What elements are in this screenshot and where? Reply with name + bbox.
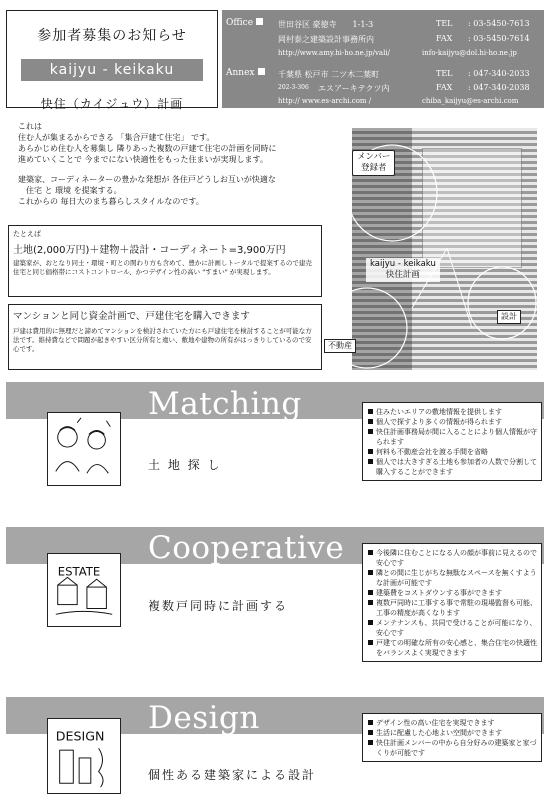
intro-line: 住宅 と 環境 を提案する。 <box>26 186 122 195</box>
matching-list <box>362 402 542 481</box>
list-item: 個人では大きすぎる土地も参加者の人数で分割して購入することができます <box>368 457 537 477</box>
photo-logo-sub: 快住計画 <box>385 270 420 280</box>
list-item: 複数戸同時に工事する事で常駐の現場監督も可能、工事の精度が高くなります <box>368 598 537 618</box>
example-formula: 土地(2,000万円)＋建物＋設計・コーディネート=3,900万円 <box>13 245 286 256</box>
intro-text <box>18 121 338 207</box>
design-sketch-icon <box>47 718 121 794</box>
intro-line: あらかじめ住む人を募集し 隣りあった複数の戸建て住宅の計画を同時に <box>18 144 277 153</box>
list-item: デザイン性の高い住宅を実現できます <box>368 718 537 728</box>
page-title: 参加者募集のお知らせ <box>37 28 187 44</box>
example-label: たとえば <box>13 230 41 238</box>
annex-label: Annex <box>226 68 268 78</box>
mansion-title: マンションと同じ資金計画で、戸建住宅を購入できます <box>13 311 250 322</box>
annex-tel: : 047-340-2033 <box>468 69 530 78</box>
annex-tel-label: TEL <box>436 69 453 78</box>
office-fax: : 03-5450-7614 <box>468 34 530 43</box>
list-item: 建築費をコストダウンする事ができます <box>368 588 537 598</box>
members-label-line: 登録者 <box>360 163 387 173</box>
intro-line: これは <box>18 122 42 131</box>
example-body: 建築家が、おとなり同士・環境・町との関わり方も含めて、豊かに計画しトータルで提案するので建売住宅と同じ価格帯にコストコントロール、かつデザイン性の高い "すまい" が実現します。 <box>13 259 312 276</box>
square-bullet-icon <box>258 68 265 75</box>
list-item: 今後隣に住むことになる人の顔が事前に見えるので安心です <box>368 548 537 568</box>
svg-text:DESIGN: DESIGN <box>55 728 105 744</box>
members-label <box>352 150 395 176</box>
section-subtitle-design: 個性ある建築家による設計 <box>148 768 317 782</box>
intro-line: 建築家、コーディネーターの豊かな発想が 各住戸どうしお互いが快適な <box>18 175 276 184</box>
contact-panel <box>222 10 544 108</box>
page-subtitle: 快住（カイジュウ）計画 <box>40 97 184 111</box>
office-label: Office <box>226 18 266 28</box>
mansion-body: 戸建は費用的に無理だと諦めてマンションを検討されていた方にも戸建住宅を検討することが可能な方法です。維持費などで問題が起きやすい区分所有と違い、敷地や建物の所有がはっきりしているので安心です。 <box>13 327 312 353</box>
svg-text:ESTATE: ESTATE <box>57 564 101 579</box>
list-item: メンテナンスも、共同で受けることが可能になり、安心です <box>368 618 537 638</box>
annex-fax-label: FAX <box>436 83 453 92</box>
list-item: 生活に配慮した心地よい空間ができます <box>368 728 537 738</box>
office-address: 世田谷区 豪徳寺 1-1-3 <box>278 20 374 29</box>
example-box <box>8 225 322 297</box>
title-box <box>6 10 218 111</box>
office-fax-label: FAX <box>436 34 453 43</box>
office-tel-label: TEL <box>436 19 453 28</box>
office-company: 岡村泰之建築設計事務所内 <box>278 35 374 44</box>
members-label-line: メンバー <box>357 152 391 162</box>
office-tel: : 03-5450-7613 <box>468 19 530 28</box>
annex-postal: 202-3-306 <box>278 84 309 91</box>
design-list <box>362 713 542 762</box>
section-subtitle-matching: 土 地 探 し <box>148 458 222 472</box>
matching-sketch-icon <box>47 412 121 486</box>
design-label: 設計 <box>497 310 521 324</box>
section-title-design: Design <box>148 700 260 736</box>
realestate-label: 不動産 <box>324 339 356 353</box>
office-url[interactable]: http://www.amy.hi-ho.ne.jp/vali/ <box>278 49 390 57</box>
list-item: 快住計画事務局が間に入ることにより個人情報が守られます <box>368 427 537 447</box>
photo-logo-text: kaijyu - keikaku <box>370 259 436 269</box>
cooperative-sketch-icon <box>47 553 121 627</box>
brand-logo: kaijyu - keikaku <box>21 59 203 81</box>
annex-company: エスアーキテクツ内 <box>318 84 390 93</box>
annex-fax: : 047-340-2038 <box>468 83 530 92</box>
photo-logo <box>366 258 440 282</box>
intro-line: 進めていくことで 今までにない快適性をもった住まいが実現します。 <box>18 155 268 164</box>
list-item: 戸建ての明確な所有の安心感と、集合住宅の快適性をバランスよく実現できます <box>368 638 537 658</box>
section-title-matching: Matching <box>148 386 302 422</box>
cooperative-list <box>362 543 542 662</box>
intro-line: 住む人が集まるからできる 「集合戸建て住宅」 です。 <box>18 133 215 142</box>
annex-url[interactable]: http:// www.es-archi.com / <box>278 97 372 105</box>
office-email[interactable]: info-kaijyu@dol.hi-ho.ne.jp <box>422 49 517 57</box>
annex-address: 千葉県 松戸市 二ツ木二葉町 <box>278 70 380 79</box>
mansion-box <box>8 304 322 370</box>
annex-email[interactable]: chiba_kaijyu@es-archi.com <box>422 97 519 105</box>
intro-line: これからの 毎日大のまち暮らしスタイルなのです。 <box>18 197 204 206</box>
section-subtitle-cooperative: 複数戸同時に計画する <box>148 599 289 613</box>
section-title-cooperative: Cooperative <box>148 530 345 566</box>
list-item: 隣との間に生じがちな無駄なスペースを無くすような計画が可能です <box>368 568 537 588</box>
square-bullet-icon <box>256 18 263 25</box>
list-item: 住みたいエリアの敷地情報を提供します <box>368 407 537 417</box>
list-item: 個人で探すより多くの情報が得られます <box>368 417 537 427</box>
list-item: 何料も不動産会社を渡る手間を省略 <box>368 447 537 457</box>
list-item: 快住計画メンバーの中から自分好みの建築家と家づくりが可能です <box>368 738 537 758</box>
